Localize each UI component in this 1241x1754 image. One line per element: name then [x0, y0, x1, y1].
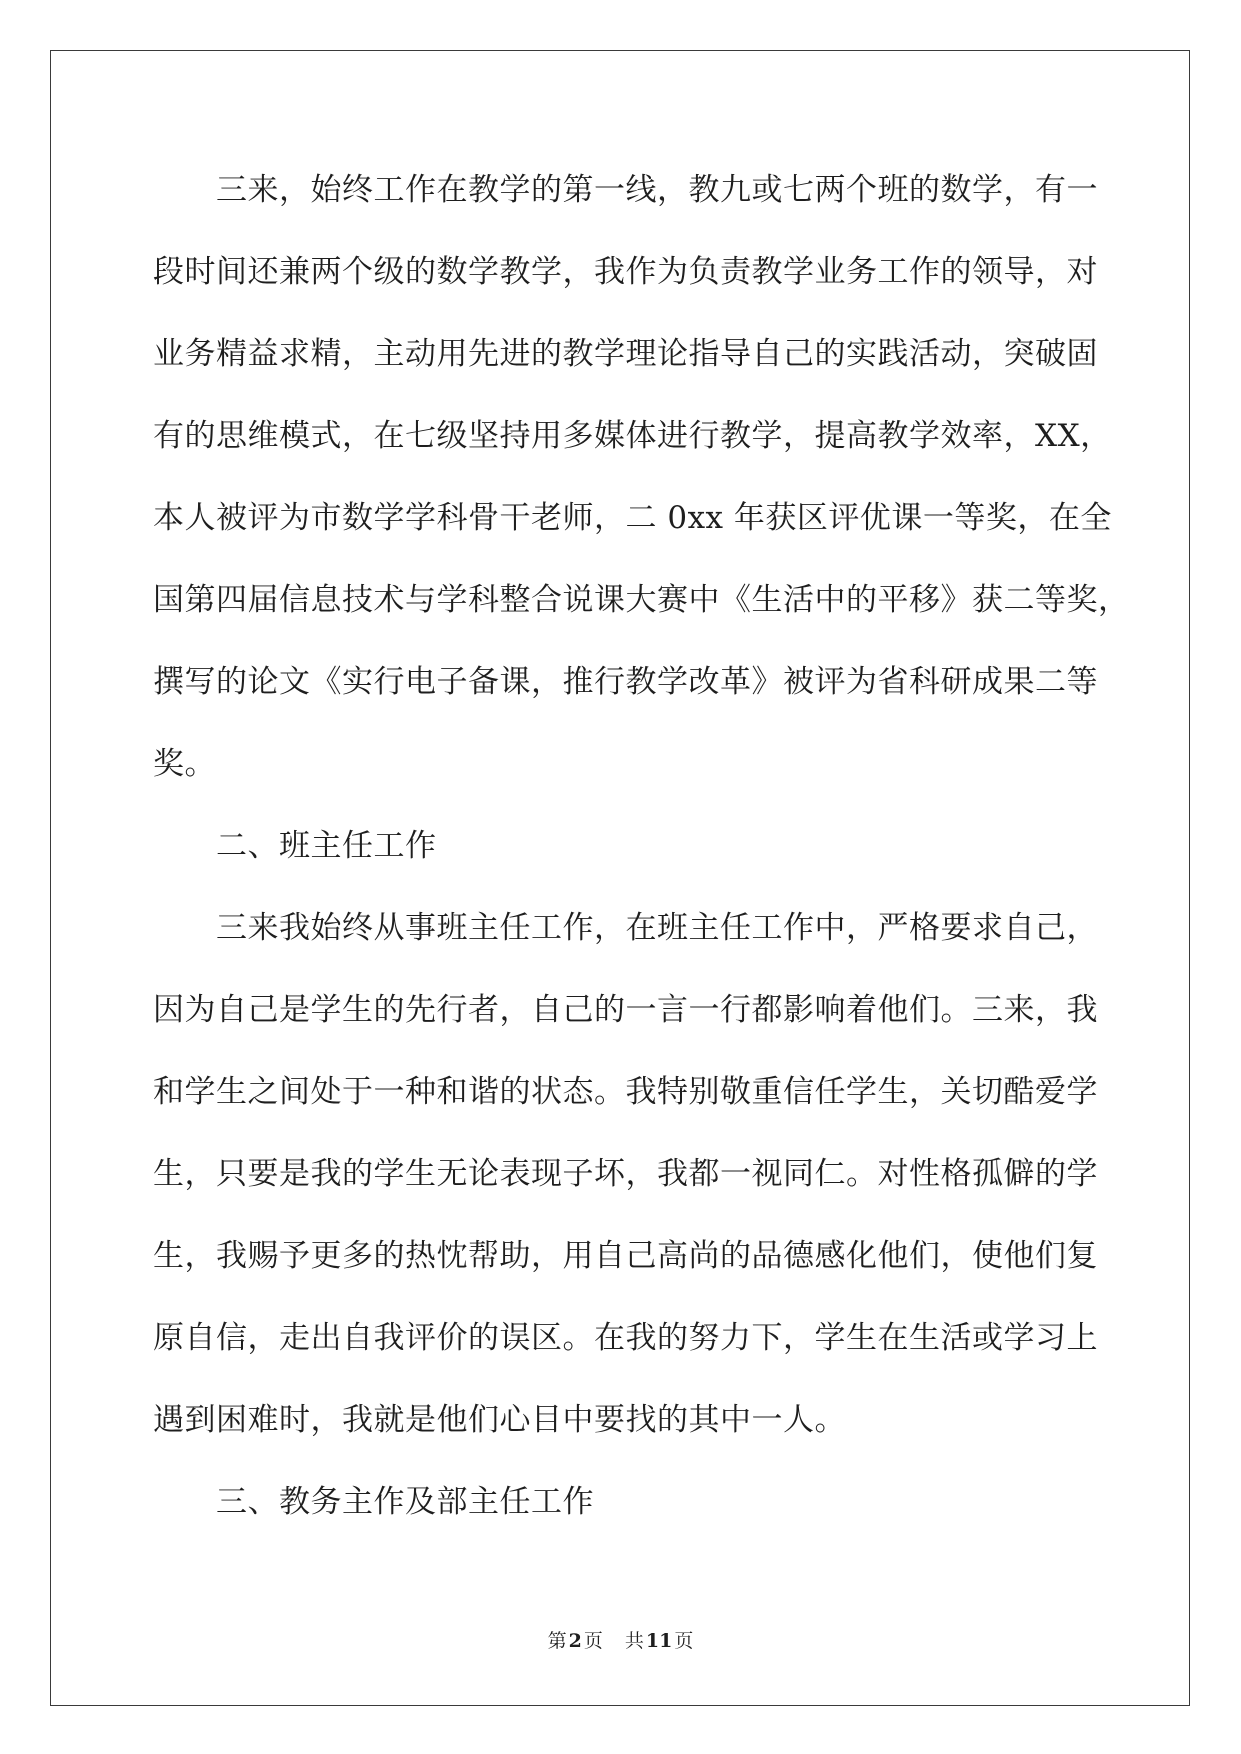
- text-line: 奖。: [153, 746, 216, 782]
- document-body: [153, 149, 1173, 1543]
- body-paragraph: [153, 149, 1173, 805]
- text-line: 段时间还兼两个级的数学教学，我作为负责教学业务工作的领导，对: [153, 254, 1098, 290]
- section-heading-text: 二、班主任工作: [216, 828, 437, 864]
- text-line: 国第四届信息技术与学科整合说课大赛中《生活中的平移》获二等奖，: [153, 582, 1130, 618]
- section-heading: [153, 805, 1173, 887]
- text-line: 三来，始终工作在教学的第一线，教九或七两个班的数学，有一: [216, 172, 1098, 208]
- page-number: 2: [568, 1630, 582, 1652]
- page-footer: [0, 1628, 1241, 1654]
- text-line: 原自信，走出自我评价的误区。在我的努力下，学生在生活或学习上: [153, 1320, 1098, 1356]
- total-prefix: 共: [624, 1630, 644, 1652]
- total-pages: 11: [645, 1630, 673, 1652]
- text-line: 撰写的论文《实行电子备课，推行教学改革》被评为省科研成果二等: [153, 664, 1098, 700]
- section-heading-text: 三、教务主作及部主任工作: [216, 1484, 594, 1520]
- text-line: 遇到困难时，我就是他们心目中要找的其中一人。: [153, 1402, 846, 1438]
- text-line: 生，只要是我的学生无论表现子坏，我都一视同仁。对性格孤僻的学: [153, 1156, 1098, 1192]
- text-line: 有的思维模式，在七级坚持用多媒体进行教学，提高教学效率，XX，: [153, 418, 1112, 454]
- text-line: 三来我始终从事班主任工作，在班主任工作中，严格要求自己，: [216, 910, 1098, 946]
- text-line: 生，我赐予更多的热忱帮助，用自己高尚的品德感化他们，使他们复: [153, 1238, 1098, 1274]
- total-suffix: 页: [674, 1630, 694, 1652]
- text-line: 业务精益求精，主动用先进的教学理论指导自己的实践活动，突破固: [153, 336, 1098, 372]
- body-paragraph: [153, 887, 1173, 1461]
- text-line: 和学生之间处于一种和谐的状态。我特别敬重信任学生，关切酷爱学: [153, 1074, 1098, 1110]
- page-suffix: 页: [583, 1630, 603, 1652]
- page-prefix: 第: [547, 1630, 567, 1652]
- section-heading: [153, 1461, 1173, 1543]
- text-line: 本人被评为市数学学科骨干老师，二 0xx 年获区评优课一等奖，在全: [153, 500, 1112, 536]
- text-line: 因为自己是学生的先行者，自己的一言一行都影响着他们。三来，我: [153, 992, 1098, 1028]
